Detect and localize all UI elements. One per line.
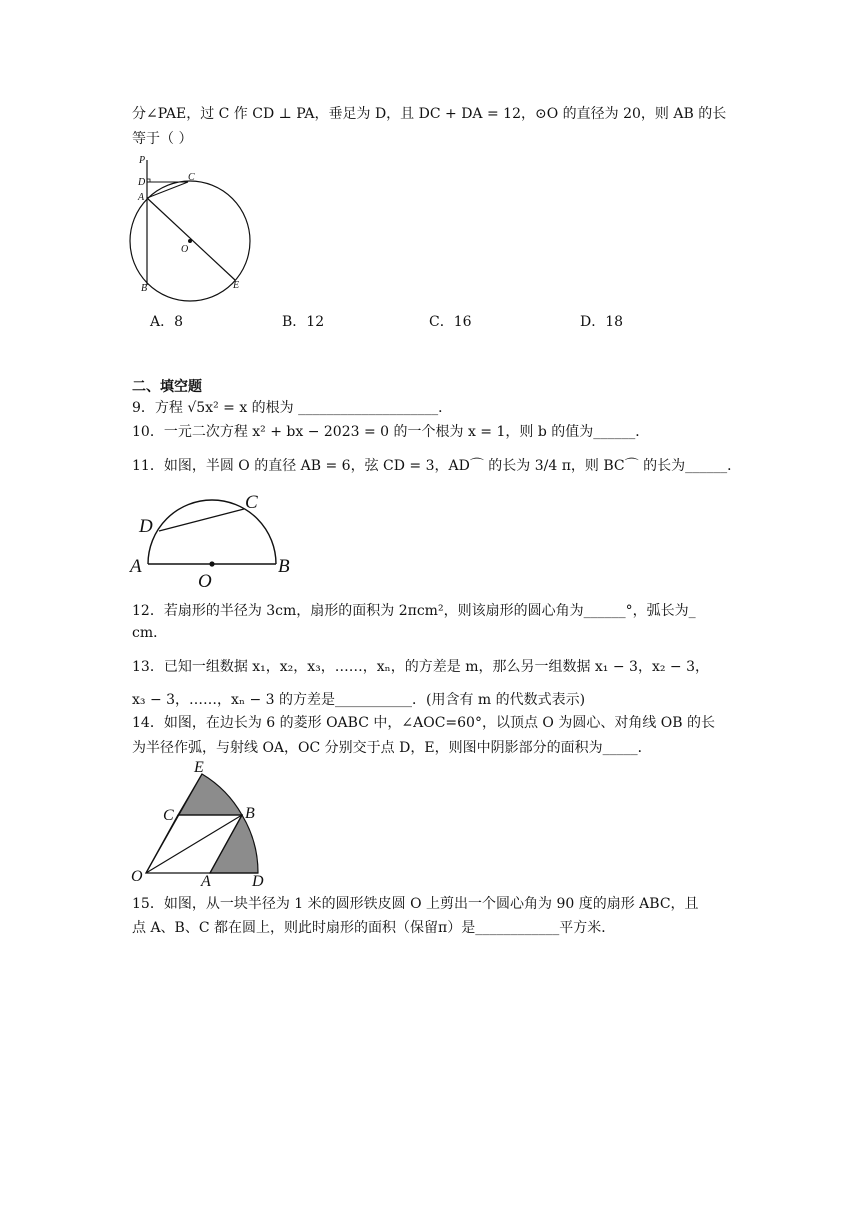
label-e: E — [194, 759, 204, 776]
q10-text: 10．一元二次方程 x² + bx − 2023 = 0 的一个根为 x = 1，则 b 的值为______． — [132, 424, 650, 440]
q13-text-line1: 13．已知一组数据 x₁，x₂，x₃，……，xₙ，的方差是 m，那么另一组数据 x₁ − 3，x₂ − 3， — [132, 659, 710, 675]
label-p: P — [139, 155, 146, 166]
label-e: E — [233, 280, 240, 291]
shaded-region-lower — [210, 815, 258, 873]
q8-option-c: C．16 — [429, 314, 472, 330]
label-o: O — [131, 868, 143, 885]
label-a: A — [130, 556, 142, 577]
diameter-ae — [147, 198, 235, 280]
shaded-region-upper — [178, 774, 242, 815]
label-d: D — [138, 177, 146, 188]
label-a: A — [201, 873, 211, 890]
segment-ac — [147, 182, 188, 198]
label-b: B — [278, 556, 290, 577]
label-c: C — [188, 172, 195, 183]
q11-text: 11．如图，半圆 O 的直径 AB = 6，弦 CD = 3，AD⌒ 的长为 3/4 π，则 BC⌒ 的长为______． — [132, 458, 742, 474]
chord-cd — [159, 509, 244, 531]
center-dot — [209, 561, 214, 566]
label-o: O — [181, 244, 189, 255]
section-title: 二、填空题 — [132, 379, 202, 395]
q12-text-line2: cm． — [132, 625, 168, 641]
segment-oe — [146, 774, 202, 873]
label-b: B — [245, 805, 255, 822]
center-dot — [188, 239, 192, 243]
label-b: B — [141, 283, 148, 294]
q8-circle-figure — [125, 155, 275, 305]
label-a: A — [138, 192, 145, 203]
label-c: C — [245, 492, 258, 513]
q13-text-line2: x₃ − 3，……，xₙ − 3 的方差是___________．(用含有 m 的代数式表示) — [132, 692, 586, 708]
label-d: D — [252, 873, 264, 890]
q15-text-line1: 15．如图，从一块半径为 1 米的圆形铁皮圆 O 上剪出一个圆心角为 90 度的扇形 ABC，且 — [132, 896, 699, 912]
q14-text-line2: 为半径作弧，与射线 OA，OC 分别交于点 D，E，则图中阴影部分的面积为_____． — [132, 740, 652, 756]
q8-option-d: D．18 — [580, 314, 624, 330]
label-o: O — [198, 571, 212, 592]
q8-option-b: B．12 — [282, 314, 325, 330]
q11-semicircle-figure — [128, 490, 298, 590]
q8-text-line1: 分∠PAE，过 C 作 CD ⊥ PA，垂足为 D，且 DC + DA = 12，⊙O 的直径为 20，则 AB 的长 — [132, 106, 727, 122]
label-c: C — [163, 807, 174, 824]
label-d: D — [139, 516, 153, 537]
q15-text-line2: 点 A、B、C 都在圆上，则此时扇形的面积（保留π）是____________平方米． — [132, 920, 616, 936]
q9-text: 9．方程 √5x² = x 的根为 ____________________． — [132, 400, 453, 416]
q14-text-line1: 14．如图，在边长为 6 的菱形 OABC 中，∠AOC=60°，以顶点 O 为圆心、对角线 OB 的长 — [132, 715, 715, 731]
q12-text-line1: 12．若扇形的半径为 3cm，扇形的面积为 2πcm²，则该扇形的圆心角为______°，弧长为_ — [132, 603, 696, 619]
q14-rhombus-figure — [128, 760, 288, 890]
q8-option-a: A．8 — [150, 314, 184, 330]
q8-text-line2: 等于（ ） — [132, 131, 193, 147]
